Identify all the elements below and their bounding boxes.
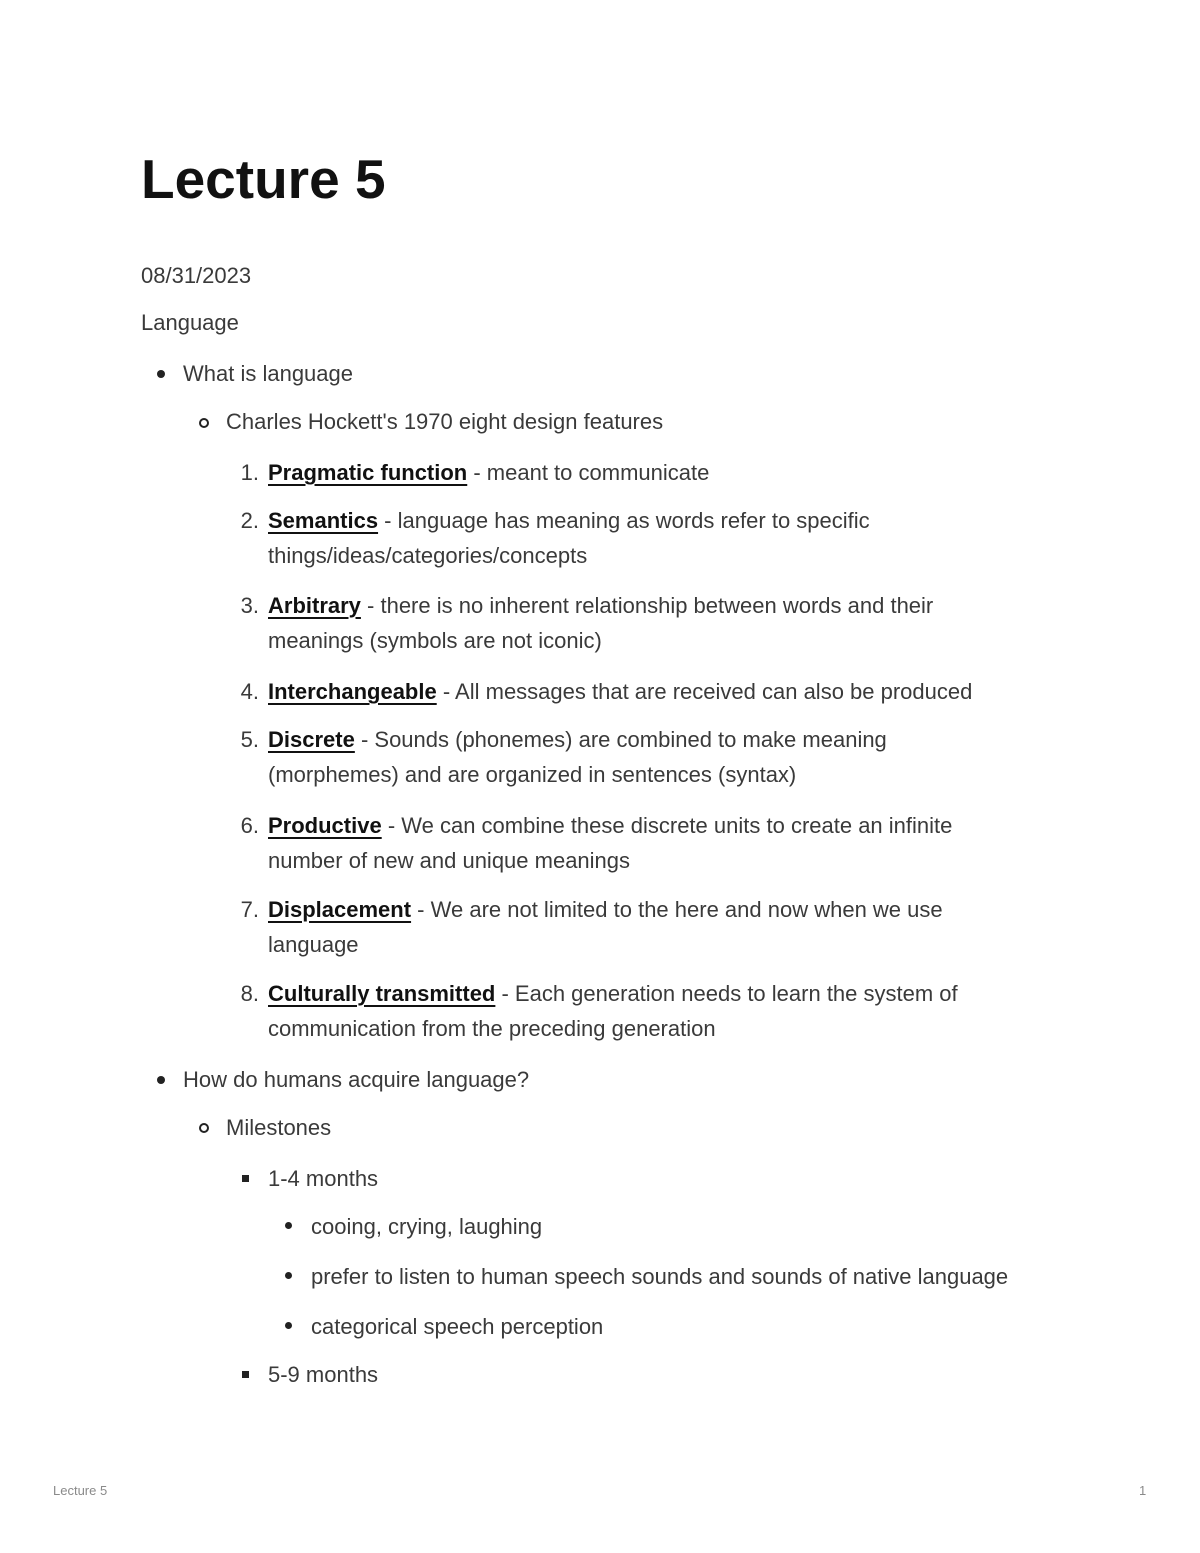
feature-item (268, 976, 958, 1011)
page-title: Lecture 5 (141, 148, 386, 210)
feature-description-continued: things/ideas/categories/concepts (268, 543, 588, 568)
feature-item (268, 892, 943, 927)
feature-description: - meant to communicate (467, 460, 710, 485)
bullet-disc-icon (285, 1322, 292, 1329)
feature-description: - We can combine these discrete units to create an infinite (381, 813, 953, 838)
list-number: 4. (240, 679, 259, 704)
feature-description-continued: number of new and unique meanings (268, 848, 631, 873)
list-number: 5. (240, 727, 259, 752)
bullet-square-icon (242, 1371, 249, 1378)
feature-term: Culturally transmitted (268, 981, 496, 1006)
list-number: 7. (240, 897, 259, 922)
feature-term: Discrete (268, 727, 355, 752)
feature-term: Arbitrary (268, 593, 361, 618)
feature-term: Interchangeable (268, 679, 437, 704)
bullet-disc-icon (157, 1076, 165, 1084)
feature-description-continued: communication from the preceding generation (268, 1016, 716, 1041)
list-item: How do humans acquire language? (183, 1067, 530, 1092)
feature-description-continued: language (268, 932, 359, 957)
list-item: cooing, crying, laughing (311, 1214, 543, 1239)
feature-description-continued: (morphemes) and are organized in sentences (syntax) (268, 762, 797, 787)
list-item: Milestones (226, 1115, 332, 1140)
list-number: 8. (240, 981, 259, 1006)
list-number: 1. (240, 460, 259, 485)
bullet-circle-icon (199, 1123, 209, 1133)
footer-title: Lecture 5 (53, 1483, 108, 1498)
feature-description: - language has meaning as words refer to specific (378, 508, 870, 533)
bullet-circle-icon (199, 418, 209, 428)
feature-term: Semantics (268, 508, 379, 533)
bullet-disc-icon (157, 370, 165, 378)
section-heading: Language (141, 310, 239, 335)
feature-description: - All messages that are received can also be produced (436, 679, 973, 704)
list-item: What is language (183, 361, 353, 386)
bullet-disc-icon (285, 1222, 292, 1229)
date: 08/31/2023 (141, 263, 252, 288)
bullet-disc-icon (285, 1272, 292, 1279)
feature-item (268, 808, 952, 843)
feature-description: - Sounds (phonemes) are combined to make meaning (354, 727, 887, 752)
list-item: 5-9 months (268, 1362, 379, 1387)
list-item: Charles Hockett's 1970 eight design features (226, 409, 664, 434)
feature-item (268, 455, 709, 490)
feature-term: Pragmatic function (268, 460, 468, 485)
feature-item (268, 503, 870, 538)
feature-description-continued: meanings (symbols are not iconic) (268, 628, 602, 653)
feature-item (268, 674, 972, 709)
list-number: 3. (240, 593, 259, 618)
feature-term: Productive (268, 813, 382, 838)
feature-description: - there is no inherent relationship between words and their (360, 593, 934, 618)
feature-item (268, 588, 933, 623)
feature-item (268, 722, 887, 757)
list-item: prefer to listen to human speech sounds and sounds of native language (311, 1264, 1009, 1289)
bullet-square-icon (242, 1175, 249, 1182)
list-number: 6. (240, 813, 259, 838)
list-item: categorical speech perception (311, 1314, 604, 1339)
list-number: 2. (240, 508, 259, 533)
list-item: 1-4 months (268, 1166, 379, 1191)
page-number: 1 (1139, 1483, 1147, 1498)
feature-term: Displacement (268, 897, 412, 922)
feature-description: - Each generation needs to learn the system of (495, 981, 958, 1006)
feature-description: - We are not limited to the here and now when we use (411, 897, 943, 922)
